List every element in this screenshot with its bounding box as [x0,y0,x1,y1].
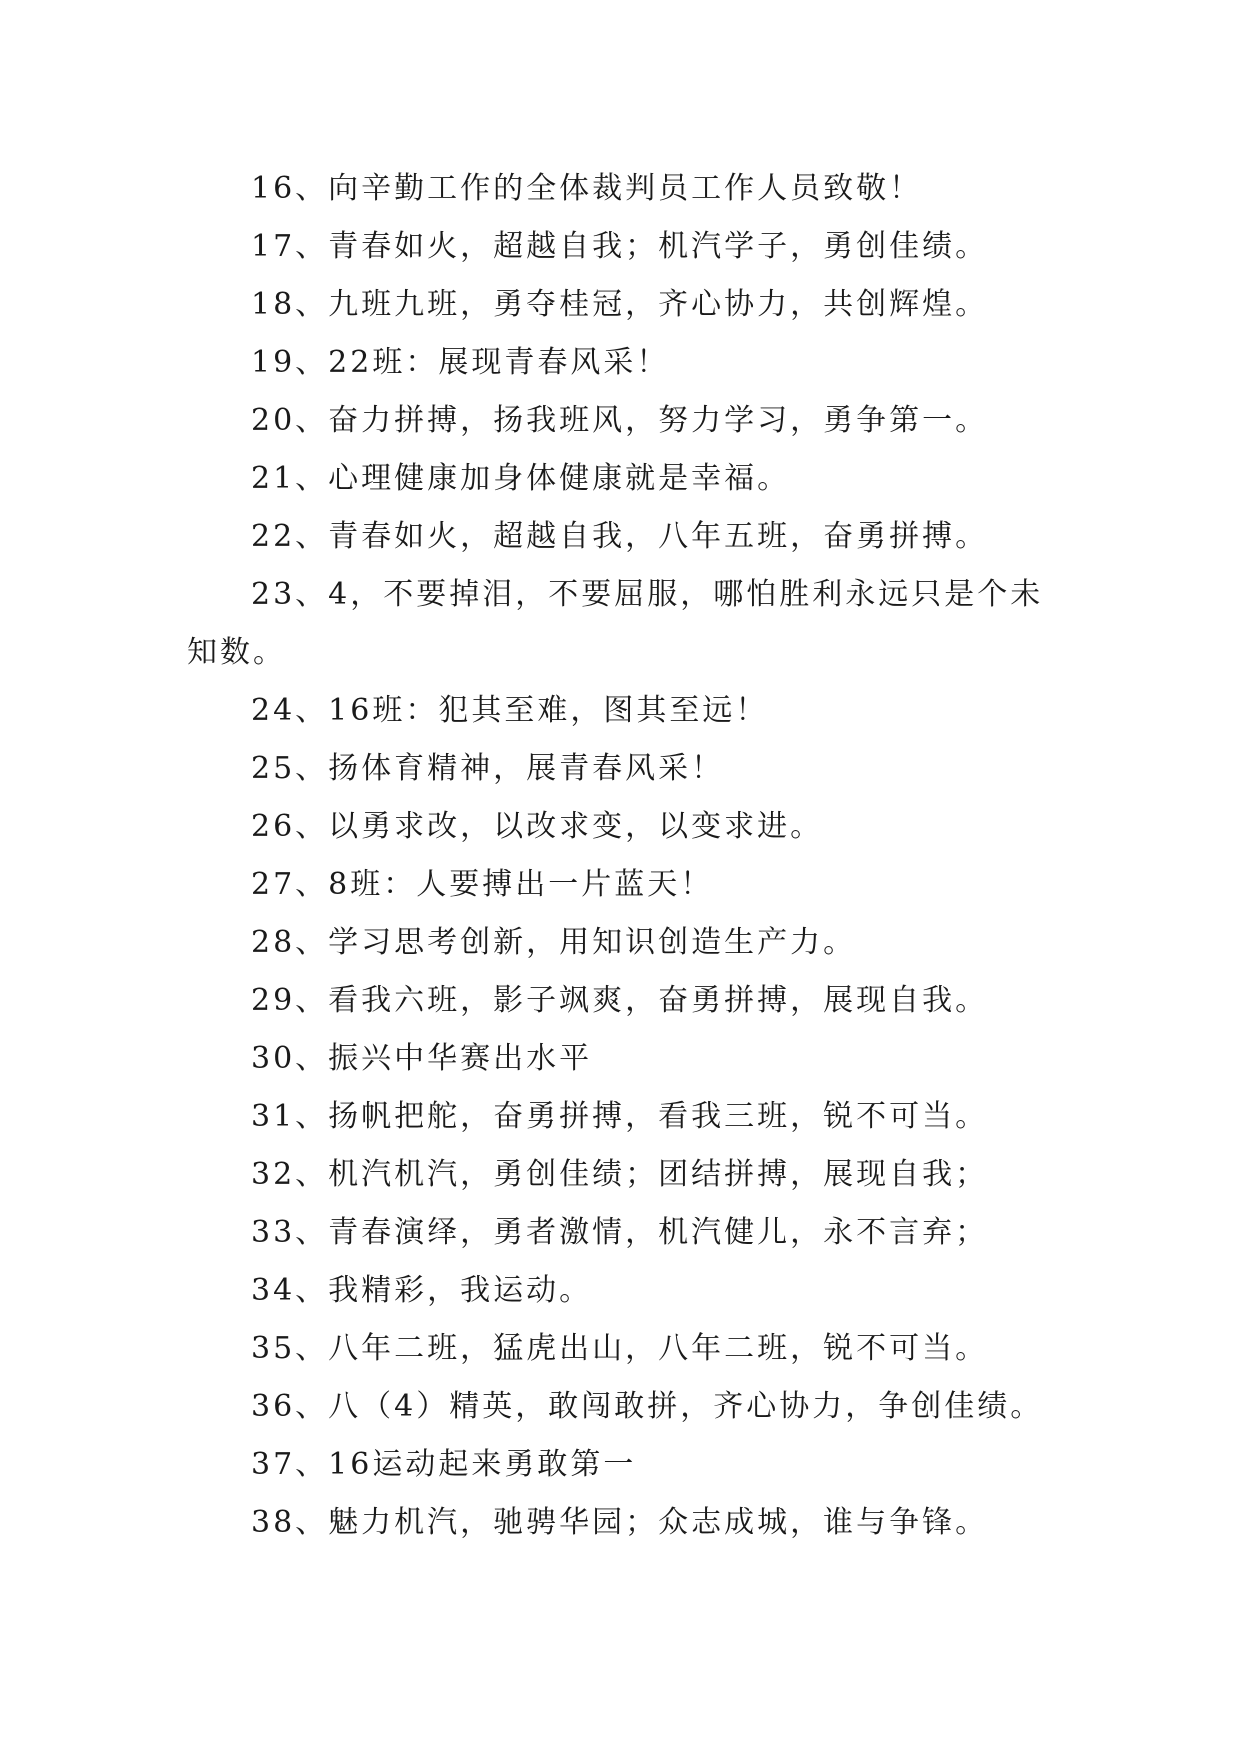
list-item: 26、以勇求改，以改求变，以变求进。 [251,809,824,844]
list-item: 18、九班九班，勇夺桂冠，齐心协力，共创辉煌。 [251,287,989,322]
list-item: 20、奋力拼搏，扬我班风，努力学习，勇争第一。 [251,403,989,438]
list-item: 25、扬体育精神，展青春风采！ [251,751,725,786]
list-item: 37、16运动起来勇敢第一 [251,1447,637,1482]
list-item: 23、4，不要掉泪，不要屈服，哪怕胜利永远只是个未知数。 [187,577,1044,670]
list-item: 29、看我六班，影子飒爽，奋勇拼搏，展现自我。 [251,983,989,1018]
list-item: 22、青春如火，超越自我，八年五班，奋勇拼搏。 [251,519,989,554]
list-item: 33、青春演绎，勇者激情，机汽健儿，永不言弃； [251,1215,989,1250]
list-item: 38、魅力机汽，驰骋华园；众志成城，谁与争锋。 [251,1505,989,1540]
list-item: 19、22班：展现青春风采！ [251,345,670,380]
list-item: 36、八（4）精英，敢闯敢拼，齐心协力，争创佳绩。 [251,1389,1044,1424]
list-item: 16、向辛勤工作的全体裁判员工作人员致敬！ [251,171,923,206]
list-item: 24、16班：犯其至难，图其至远！ [251,693,769,728]
list-item: 30、振兴中华赛出水平 [251,1041,593,1076]
list-item: 32、机汽机汽，勇创佳绩；团结拼搏，展现自我； [251,1157,989,1192]
list-item: 17、青春如火，超越自我；机汽学子，勇创佳绩。 [251,229,989,264]
list-item: 35、八年二班，猛虎出山，八年二班，锐不可当。 [251,1331,989,1366]
list-item: 21、心理健康加身体健康就是幸福。 [251,461,791,496]
document-body [187,160,1057,1552]
list-item: 28、学习思考创新，用知识创造生产力。 [251,925,857,960]
list-item: 34、我精彩，我运动。 [251,1273,593,1308]
list-item: 31、扬帆把舵，奋勇拼搏，看我三班，锐不可当。 [251,1099,989,1134]
list-item: 27、8班：人要搏出一片蓝天！ [251,867,714,902]
